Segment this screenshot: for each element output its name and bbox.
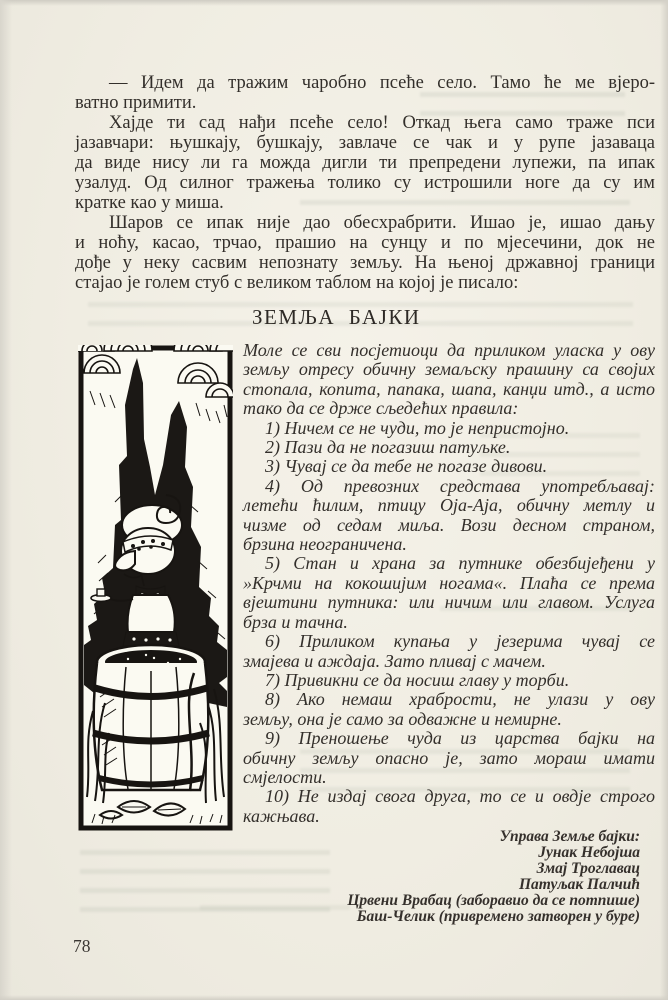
story-line: узалуд. Од силног тражења толико су истрошили ноге да су им	[75, 173, 655, 193]
sign-rule	[243, 671, 655, 690]
sign-rule-line: 4) Од превозних средстава употребљавај:	[265, 475, 655, 496]
sign-rule-line: 9) Преношење чуда из царства бајки на	[265, 728, 655, 749]
sign-rule-line: кажњава.	[243, 805, 320, 826]
story-line: — Идем да тражим чаробно псеће село. Тамо ће ме вјеро-	[109, 73, 655, 93]
story-line: Шаров се ипак није дао обесхрабрити. Ишао је, ишао дању	[109, 213, 655, 233]
sign-rule	[243, 787, 655, 826]
torso	[128, 595, 175, 632]
sign-rule-line: 1) Ничем се не чуди, то је непристојно.	[265, 417, 570, 438]
sign-rule-line: 10) Не издај свога друга, то се и овдје строго	[265, 786, 655, 807]
cup	[97, 589, 105, 596]
signature-line: Змај Троглавац	[536, 860, 640, 877]
sign-rule	[243, 729, 655, 787]
sign-rule-line: 3) Чувај се да тебе не погазе дивови.	[265, 456, 548, 477]
sign-title: ЗЕМЉА БАЈКИ	[252, 305, 421, 329]
sign-rule-line: чизме од седам миља. Вози десном страном,	[243, 514, 655, 535]
signature-block	[75, 829, 640, 925]
sign-rule-line: 2) Пази да не погазиш патуљке.	[265, 437, 511, 458]
sign-rule-line: земљу, она је само за одважне и немирне.	[243, 708, 562, 729]
illustration	[78, 345, 233, 831]
story-line: Хајде ти сад нађи псеће село! Откад њега само траже пси	[109, 113, 655, 133]
sign-rule-line: 5) Стан и храна за путнике обезбијеђени у	[265, 553, 655, 574]
page-number: 78	[73, 936, 91, 956]
story-line: стајао је голем стуб с великом таблом на којој је писало:	[75, 273, 519, 293]
sign-intro-line: Моле се сви посјетиоци да приликом уласка у ову	[243, 340, 655, 360]
eye	[149, 545, 153, 549]
story-line: да виде нису ли га можда дигли ти препредени лупежи, па ипак	[75, 153, 655, 173]
story-text	[75, 73, 655, 293]
sign-intro-line: тако да се држе сљедећих правила:	[243, 398, 519, 419]
sign-rule-line: 7) Привикни се да носиш главу у торби.	[265, 669, 570, 690]
sign-rule-line: брзина неограничена.	[243, 534, 407, 555]
story-line: кратке као у миша.	[75, 193, 224, 213]
signature-line: Јунак Небојша	[538, 844, 640, 861]
signature-line: Баш-Челик (привремено затворен у буре)	[356, 908, 640, 925]
scan-edge-bottom	[0, 995, 668, 1000]
story-line: ватно примити.	[75, 93, 197, 113]
sign-rules	[243, 419, 655, 827]
sign-rule-line: летећи ћилим, птицу Оја-Аја, обичну метлу и	[243, 495, 655, 516]
story-line: јазавчари: њушкају, бушкају, завлаче се чак и у рупе јазаваца	[75, 133, 655, 153]
sign-rule-line: 8) Ако немаш храбрости, не улази у ову	[265, 689, 655, 710]
sign-rule-line: смјелости.	[243, 766, 327, 787]
sign-rule	[243, 554, 655, 632]
story-paragraph	[75, 213, 655, 293]
signature-line: Патуљак Палчић	[519, 876, 640, 893]
sign-rule	[243, 477, 655, 555]
story-line: и ноћу, касао, трчао, прашио на сунцу и по мјесечини, док не	[75, 233, 655, 253]
sign-intro-line: земљу отресу обичну земаљску прашину са својих	[243, 359, 655, 380]
scan-edge-right	[660, 0, 668, 1000]
sign-rule-line: 6) Приликом купања у језерима чувај се	[265, 631, 655, 652]
story-line: дође у неку сасвим непознату земљу. На њеној државној граници	[75, 253, 655, 273]
sign-rule-line: брза и тачна.	[243, 611, 348, 632]
sign-intro-line: стопала, копита, папака, шапа, канџи итд., а исто	[243, 378, 655, 399]
story-paragraph	[75, 73, 655, 113]
sign-rule	[243, 457, 655, 476]
sign-text-column	[243, 341, 655, 826]
scan-edge-top	[0, 0, 668, 6]
sign-rule	[243, 690, 655, 729]
sign-rule-line: обичну земљу опасно је, зато мораш имати	[243, 747, 655, 768]
scan-edge-left	[0, 0, 12, 1000]
sign-rule	[243, 632, 655, 671]
eye	[137, 547, 141, 551]
sign-rule	[243, 438, 655, 457]
signature-line: Управа Земље бајки:	[499, 828, 640, 845]
sign-rule-line: змајева и аждаја. Зато пливај с мачем.	[243, 650, 546, 671]
sign-rule-line: вјештини путника: или ничим или главом. Услуга	[243, 592, 655, 613]
sign-rule	[243, 419, 655, 438]
story-paragraph	[75, 113, 655, 213]
sign-rule-line: »Крчми на кокошијим ногама«. Плаћа се према	[243, 572, 655, 593]
signature-line: Црвени Врабац (заборавио да се потпише)	[347, 892, 640, 909]
sign-intro	[243, 341, 655, 419]
